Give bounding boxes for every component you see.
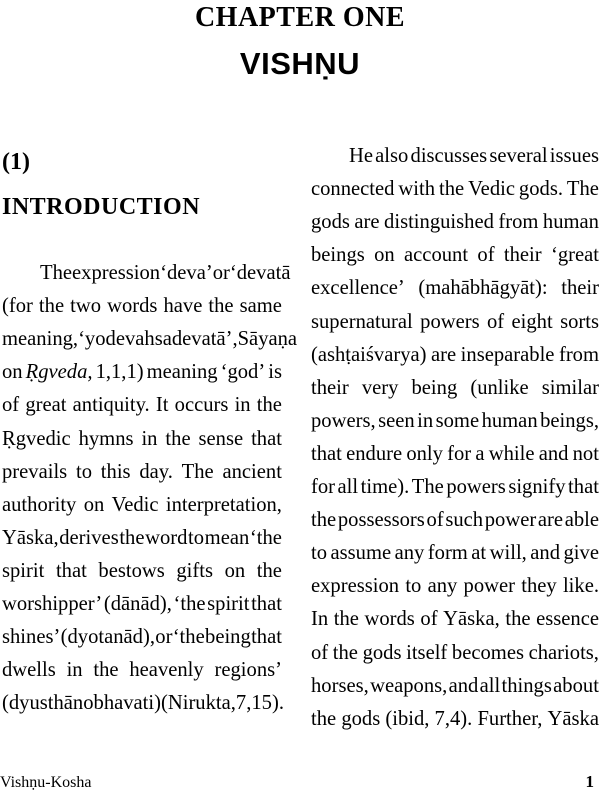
body-line: (for the two words have the same: [2, 295, 282, 318]
chapter-title: VISHṆU: [239, 46, 361, 81]
body-line: In the words of Yāska, the essence: [311, 608, 599, 631]
body-line: (ashṭaiśvarya) are inseparable from: [311, 343, 599, 366]
body-line: prevails to this day. The ancient: [2, 460, 282, 483]
body-line: excellence’ (mahābhāgyāt): their: [311, 277, 599, 300]
body-line: the possessors of such power are able: [311, 509, 599, 532]
body-line: for all time). The powers signify that: [311, 476, 599, 498]
section-number: (1): [2, 149, 30, 175]
footer-book-title: Vishṇu-Kosha: [0, 774, 92, 791]
body-line: (dyusthāno bhavati) (Nirukta, 7, 15).: [2, 692, 284, 715]
body-line: spirit that bestows gifts on the: [2, 559, 282, 582]
section-title: INTRODUCTION: [2, 194, 201, 220]
left-column: [2, 0, 298, 799]
body-line: dwells in the heavenly regions’: [2, 659, 282, 682]
body-line: meaning, ‘yo devah sa devatā’, Sāyaṇa: [2, 328, 298, 351]
body-line: Yāska, derives the word to mean ‘the: [2, 526, 282, 549]
body-line: Ṛgvedic hymns in the sense that: [2, 427, 282, 450]
body-line: horses, weapons, and all things about: [311, 674, 599, 697]
body-line: supernatural powers of eight sorts: [311, 310, 599, 333]
chapter-label: CHAPTER ONE: [194, 2, 406, 33]
body-line: the gods (ibid, 7,4). Further, Yāska: [311, 707, 599, 730]
body-line: authority on Vedic interpretation,: [2, 493, 282, 516]
body-line: connected with the Vedic gods. The: [311, 178, 599, 201]
body-line: expression to any power they like.: [311, 575, 599, 598]
right-column: [311, 0, 599, 799]
body-line: that endure only for a while and not: [311, 442, 599, 465]
body-line: of great antiquity. It occurs in the: [2, 394, 282, 417]
body-line: powers, seen in some human beings,: [311, 409, 599, 432]
body-line: worshipper’ (dānād), ‘the spirit that: [2, 593, 282, 615]
body-line: beings on account of their ‘great: [311, 244, 599, 267]
body-line: gods are distinguished from human: [311, 211, 599, 234]
body-line: The expression ‘deva’ or ‘devatā: [40, 262, 291, 284]
footer-page-number: 1: [585, 772, 594, 791]
body-line: their very being (unlike similar: [311, 376, 599, 399]
body-line: He also discusses several issues: [349, 145, 599, 167]
body-line: on Ṛgveda, 1,1,1) meaning ‘god’ is: [2, 361, 282, 384]
body-line: shines’ (dyotanād), or ‘the being that: [2, 626, 282, 649]
body-line: of the gods itself becomes chariots,: [311, 641, 599, 664]
body-line: to assume any form at will, and give: [311, 542, 599, 565]
